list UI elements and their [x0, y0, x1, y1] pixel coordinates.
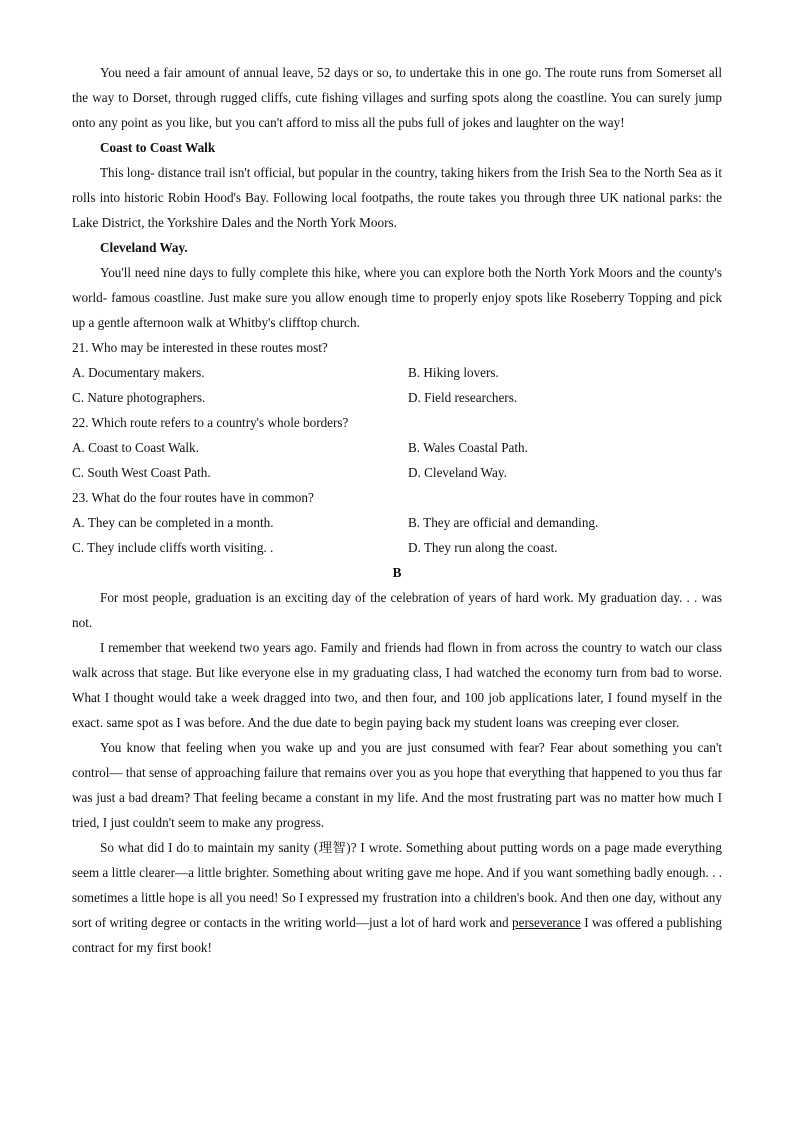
- question-options: [72, 510, 722, 560]
- passage-b-paragraph-1: For most people, graduation is an exciting day of the celebration of years of hard work. My graduation day. . . was not.: [72, 590, 722, 630]
- option-d: D. Field researchers.: [408, 390, 518, 405]
- passage-a-paragraph-1: You need a fair amount of annual leave, 52 days or so, to undertake this in one go. The route runs from Somerset all the way to Dorset, through rugged cliffs, cute fishing villages and surfing spots along the coastline. You can surely jump onto any point as you like, but you can't afford to miss all the pubs full of jokes and laughter on the way!: [72, 65, 722, 130]
- option-a: A. Documentary makers.: [72, 365, 205, 380]
- option-d: D. They run along the coast.: [408, 540, 558, 555]
- heading-cleveland-way: Cleveland Way.: [100, 240, 188, 255]
- question-stem: 23. What do the four routes have in common?: [72, 490, 314, 505]
- passage-b-paragraph-4: [72, 835, 722, 960]
- option-d: D. Cleveland Way.: [408, 465, 507, 480]
- passage-b-paragraph-3: You know that feeling when you wake up and you are just consumed with fear? Fear about something you can't control— that sense of approaching failure that remains over you as you hope that everything that happened to you thus far was just a bad dream? That feeling became a constant in my life. And the most frustrating part was no matter how much I tried, I just couldn't seem to make any progress.: [72, 740, 722, 830]
- paragraph-4-end: I was offered a publishing contract for my first book!: [72, 915, 723, 955]
- option-a: A. They can be completed in a month.: [72, 515, 274, 530]
- underlined-word-perseverance: perseverance: [512, 915, 581, 930]
- heading-coast-to-coast: Coast to Coast Walk: [100, 140, 216, 155]
- question-22: [72, 410, 722, 485]
- option-c: C. Nature photographers.: [72, 390, 206, 405]
- option-b: B. Hiking lovers.: [408, 365, 499, 380]
- passage-a-paragraph-3: You'll need nine days to fully complete this hike, where you can explore both the North York Moors and the county's world- famous coastline. Just make sure you allow enough time to properly enjoy spots like Roseberry Topping and pick up a gentle afternoon walk at Whitby's clifftop church.: [72, 265, 722, 330]
- section-b-title: B: [392, 565, 402, 580]
- question-stem: 21. Who may be interested in these routes most?: [72, 340, 328, 355]
- option-a: A. Coast to Coast Walk.: [72, 440, 199, 455]
- option-b: B. Wales Coastal Path.: [408, 440, 528, 455]
- question-23: [72, 485, 722, 560]
- passage-b-paragraph-2: I remember that weekend two years ago. Family and friends had flown in from across the country to watch our class walk across that stage. But like everyone else in my graduating class, I had watched the economy turn from bad to worse. What I thought would take a week dragged into two, and then four, and 100 job applications later, I found myself in the exact. same spot as I was before. And the due date to begin paying back my student loans was creeping ever closer.: [72, 640, 722, 730]
- question-21: [72, 335, 722, 410]
- option-c: C. South West Coast Path.: [72, 465, 211, 480]
- passage-a-paragraph-2: This long- distance trail isn't official, but popular in the country, taking hikers from the Irish Sea to the North Sea as it rolls into historic Robin Hood's Bay. Following local footpaths, the route takes you through three UK national parks: the Lake District, the Yorkshire Dales and the North York Moors.: [72, 165, 722, 230]
- paragraph-4-text: So what did I do to maintain my sanity (理智)? I wrote. Something about putting words on a page made everything seem a little clearer—a little brighter. Something about writing gave me hope. And if you want something badly enough. . . sometimes a little hope is all you need! So I expressed my frustration into a children's book. And then one day, without any sort of writing degree or contacts in the writing world—just a lot of hard work and: [72, 840, 722, 930]
- document-page: [72, 60, 722, 960]
- question-options: [72, 435, 722, 485]
- question-stem: 22. Which route refers to a country's whole borders?: [72, 415, 349, 430]
- option-c: C. They include cliffs worth visiting. .: [72, 540, 274, 555]
- option-b: B. They are official and demanding.: [408, 515, 599, 530]
- question-options: [72, 360, 722, 410]
